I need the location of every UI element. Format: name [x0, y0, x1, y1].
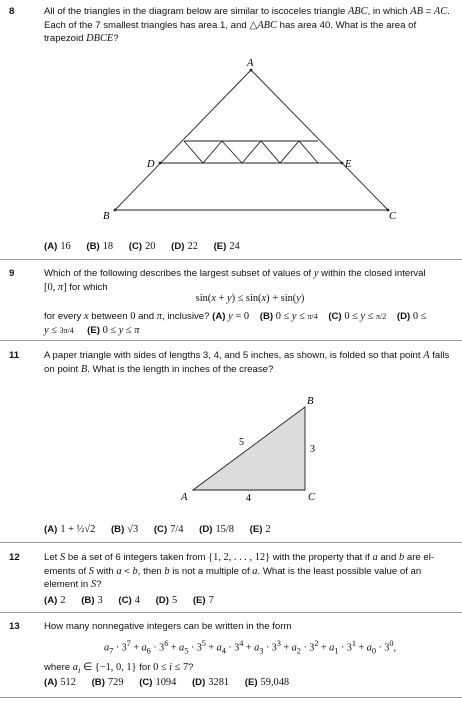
choice-c[interactable]: (C) 20 — [128, 241, 156, 252]
choice-a[interactable]: (A) 1 + ½√2 — [44, 524, 96, 535]
divider — [0, 259, 462, 260]
answer-choices — [44, 241, 456, 252]
answer-choices — [44, 524, 456, 535]
choice-a[interactable]: (A) 2 — [44, 595, 66, 606]
choice-e[interactable]: (E) 59,048 — [244, 677, 290, 688]
label-e: E — [345, 159, 352, 170]
triangle-figure-abc — [0, 56, 462, 236]
choice-e[interactable]: (E) 24 — [213, 241, 240, 252]
choice-a[interactable]: (A) 16 — [44, 241, 71, 252]
right-triangle-figure — [0, 390, 462, 520]
choice-a[interactable]: (A) 512 — [44, 677, 76, 688]
problem-number: 9 — [9, 268, 15, 279]
problem-statement-cont2: y ≤ 3π/4 (E) 0 ≤ y ≤ π — [44, 325, 140, 336]
problem-number: 13 — [9, 621, 20, 632]
choice-c[interactable]: (C) 4 — [118, 595, 140, 606]
choice-d[interactable]: (D) 15/8 — [199, 524, 234, 535]
choice-b[interactable]: (B) 3 — [81, 595, 103, 606]
divider — [0, 697, 462, 698]
equation: sin(x + y) ≤ sin(x) + sin(y) — [195, 293, 305, 304]
choice-b[interactable]: (B) 18 — [86, 241, 114, 252]
problem-statement: All of the triangles in the diagram below are similar to iscoceles triangle ABC, in which AB = AC. Each of the 7 smallest triangles has area 1, and △ABC has area 40. What is the area of trapezoid DBCE? — [44, 6, 450, 44]
label-side-4: 4 — [246, 493, 251, 504]
problem-statement-cont: for every x between 0 and π, inclusive? (A) y = 0 (B) 0 ≤ y ≤ π/4 (C) 0 ≤ y ≤ π/2 (D) 0 ≤ — [44, 311, 427, 322]
label-c: C — [308, 492, 316, 503]
label-d: D — [147, 159, 155, 170]
label-a: A — [247, 58, 254, 69]
problem-number: 12 — [9, 552, 20, 563]
problem-statement: Which of the following describes the largest subset of values of y within the closed interval [0, π] for which — [44, 268, 426, 293]
divider — [0, 340, 462, 341]
problem-statement: Let S be a set of 6 integers taken from {1, 2, . . . , 12} with the property that if a and b are el- ements of S with a < b, then b is not a multiple of a. What is the least possible value of an element in S? — [44, 552, 435, 590]
condition: where $a_i$ ∈ {−1, 0, 1} for 0 ≤ i ≤ 7? — [44, 662, 194, 676]
choice-b[interactable]: (B) √3 — [110, 524, 139, 535]
choice-c[interactable]: (C) 1094 — [139, 677, 177, 688]
label-c: C — [389, 211, 397, 222]
answer-choices — [44, 595, 456, 606]
choice-e[interactable]: (E) 2 — [249, 524, 271, 535]
problem-statement: How many nonnegative integers can be written in the form — [44, 621, 292, 632]
problem-number: 11 — [9, 350, 20, 361]
label-a: A — [181, 492, 188, 503]
label-side-3: 3 — [310, 444, 315, 455]
choice-d[interactable]: (D) 5 — [155, 595, 178, 606]
side-ab — [115, 70, 251, 210]
side-ac — [251, 70, 388, 210]
label-side-5: 5 — [239, 437, 244, 448]
zigzag — [184, 141, 318, 163]
equation: $a_7 \cdot 3^7 + a_6 \cdot 3^6 + a_5 \cdot 3^5 + a_4 \cdot 3^4 + a_3 \cdot 3^3 + a_2 \cdot 3^2 + a_1 \cdot 3^1 + a_0 \cdot 3^0$, — [103, 639, 397, 656]
label-b: B — [103, 211, 110, 222]
answer-choices — [44, 677, 456, 688]
divider — [0, 612, 462, 613]
problem-number: 8 — [9, 6, 15, 17]
choice-d[interactable]: (D) 22 — [171, 241, 198, 252]
label-b: B — [307, 396, 314, 407]
choice-b[interactable]: (B) 729 — [91, 677, 124, 688]
problem-statement: A paper triangle with sides of lengths 3, 4, and 5 inches, as shown, is folded so that point A falls on point B. What is the length in inches of the crease? — [44, 350, 450, 375]
choice-d[interactable]: (D) 3281 — [191, 677, 230, 688]
divider — [0, 542, 462, 543]
choice-e[interactable]: (E) 7 — [192, 595, 214, 606]
triangle-abc — [193, 407, 305, 490]
choice-c[interactable]: (C) 7/4 — [153, 524, 184, 535]
